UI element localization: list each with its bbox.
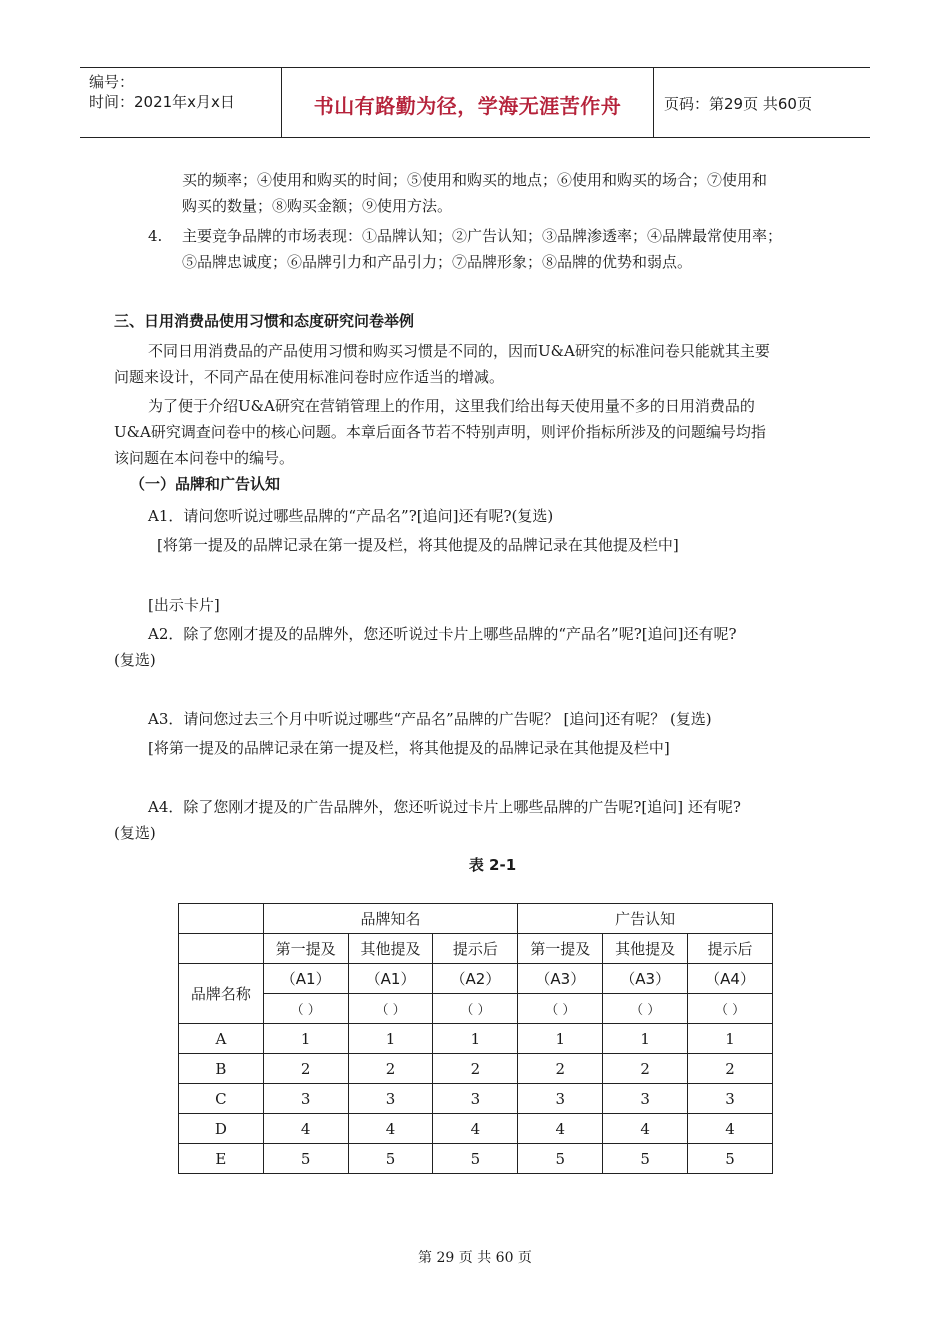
paragraph-line: 该问题在本问卷中的编号。 [114, 449, 295, 467]
value-cell: 3 [603, 1084, 688, 1114]
paren-cell: （ ） [348, 994, 433, 1024]
sub-header: 其他提及 [603, 934, 688, 964]
question-a2: A2．除了您刚才提及的品牌外，您还听说过卡片上哪些品牌的“产品名”呢?[追问]还有呢? [148, 625, 737, 643]
question-a3: A3．请问您过去三个月中听说过哪些“产品名”品牌的广告呢？ [追问]还有呢？ (复选) [148, 710, 712, 728]
brand-awareness-table [178, 903, 773, 1174]
question-a3-note: [将第一提及的品牌记录在第一提及栏，将其他提及的品牌记录在其他提及栏中] [148, 739, 670, 757]
question-code: （A2） [433, 964, 518, 994]
question-code: （A1） [263, 964, 348, 994]
table-empty-cell [179, 934, 264, 964]
value-cell: 2 [688, 1054, 773, 1084]
table-row [179, 1084, 773, 1114]
question-code: （A4） [688, 964, 773, 994]
value-cell: 2 [263, 1054, 348, 1084]
list-item-text: ⑤品牌忠诚度；⑥品牌引力和产品引力；⑦品牌形象；⑧品牌的优势和弱点。 [182, 253, 693, 271]
sub-header: 第一提及 [263, 934, 348, 964]
show-card-note: [出示卡片] [148, 596, 220, 614]
value-cell: 4 [688, 1114, 773, 1144]
value-cell: 1 [518, 1024, 603, 1054]
table-subheader-row [179, 934, 773, 964]
sub-header: 其他提及 [348, 934, 433, 964]
value-cell: 1 [348, 1024, 433, 1054]
brand-cell: C [179, 1084, 264, 1114]
table-code-row [179, 964, 773, 994]
group-header: 广告认知 [518, 904, 773, 934]
value-cell: 2 [348, 1054, 433, 1084]
document-number-label: 编号： [89, 73, 135, 91]
value-cell: 5 [348, 1144, 433, 1174]
subsection-heading: （一）品牌和广告认知 [130, 475, 281, 493]
value-cell: 5 [263, 1144, 348, 1174]
value-cell: 3 [518, 1084, 603, 1114]
question-a4-cont: (复选) [114, 824, 156, 842]
list-item-text: 主要竞争品牌的市场表现：①品牌认知；②广告认知；③品牌渗透率；④品牌最常使用率； [182, 227, 783, 245]
section-heading: 三、日用消费品使用习惯和态度研究问卷举例 [114, 312, 415, 330]
page-footer: 第 29 页 共 60 页 [418, 1250, 532, 1266]
brand-cell: D [179, 1114, 264, 1144]
value-cell: 1 [688, 1024, 773, 1054]
header-page-cell [654, 68, 870, 137]
paren-cell: （ ） [688, 994, 773, 1024]
header-motto-cell [282, 68, 654, 137]
paragraph-line: 问题来设计，不同产品在使用标准问卷时应作适当的增减。 [114, 368, 505, 386]
question-a1: A1．请问您听说过哪些品牌的“产品名”?[追问]还有呢?(复选) [148, 507, 554, 525]
value-cell: 2 [518, 1054, 603, 1084]
value-cell: 4 [263, 1114, 348, 1144]
value-cell: 5 [433, 1144, 518, 1174]
table-row [179, 1144, 773, 1174]
brand-cell: A [179, 1024, 264, 1054]
value-cell: 3 [688, 1084, 773, 1114]
paragraph-line: 为了便于介绍U&A研究在营销管理上的作用，这里我们给出每天使用量不多的日用消费品的 [148, 397, 755, 415]
page-header [80, 67, 870, 138]
row-header: 品牌名称 [179, 964, 264, 1024]
brand-cell: E [179, 1144, 264, 1174]
table-corner-cell [179, 904, 264, 934]
header-page-label: 页码：第29页 共60页 [664, 95, 812, 113]
table-row [179, 1024, 773, 1054]
value-cell: 2 [603, 1054, 688, 1084]
value-cell: 3 [433, 1084, 518, 1114]
body-line: 购买的数量；⑧购买金额；⑨使用方法。 [182, 197, 453, 215]
value-cell: 3 [263, 1084, 348, 1114]
value-cell: 1 [433, 1024, 518, 1054]
document-time-label: 时间：2021年x月x日 [89, 93, 235, 111]
value-cell: 2 [433, 1054, 518, 1084]
paragraph-line: 不同日用消费品的产品使用习惯和购买习惯是不同的，因而U&A研究的标准问卷只能就其主要 [148, 342, 770, 360]
header-info-cell [80, 68, 282, 137]
paragraph-line: U&A研究调查问卷中的核心问题。本章后面各节若不特别声明，则评价指标所涉及的问题编号均指 [114, 423, 766, 441]
group-header: 品牌知名 [263, 904, 518, 934]
value-cell: 4 [518, 1114, 603, 1144]
brand-cell: B [179, 1054, 264, 1084]
table-row [179, 1114, 773, 1144]
value-cell: 5 [518, 1144, 603, 1174]
paren-cell: （ ） [603, 994, 688, 1024]
sub-header: 提示后 [433, 934, 518, 964]
header-motto: 书山有路勤为径，学海无涯苦作舟 [313, 94, 622, 118]
table-paren-row [179, 994, 773, 1024]
value-cell: 1 [263, 1024, 348, 1054]
value-cell: 1 [603, 1024, 688, 1054]
value-cell: 3 [348, 1084, 433, 1114]
table-header-row [179, 904, 773, 934]
sub-header: 第一提及 [518, 934, 603, 964]
question-a2-cont: (复选) [114, 651, 156, 669]
value-cell: 4 [348, 1114, 433, 1144]
value-cell: 5 [688, 1144, 773, 1174]
table-row [179, 1054, 773, 1084]
question-code: （A3） [603, 964, 688, 994]
body-line: 买的频率；④使用和购买的时间；⑤使用和购买的地点；⑥使用和购买的场合；⑦使用和 [182, 171, 768, 189]
paren-cell: （ ） [518, 994, 603, 1024]
paren-cell: （ ） [433, 994, 518, 1024]
question-a1-note: [将第一提及的品牌记录在第一提及栏，将其他提及的品牌记录在其他提及栏中] [157, 536, 679, 554]
value-cell: 4 [433, 1114, 518, 1144]
question-code: （A1） [348, 964, 433, 994]
paren-cell: （ ） [263, 994, 348, 1024]
value-cell: 4 [603, 1114, 688, 1144]
question-code: （A3） [518, 964, 603, 994]
value-cell: 5 [603, 1144, 688, 1174]
sub-header: 提示后 [688, 934, 773, 964]
question-a4: A4．除了您刚才提及的广告品牌外，您还听说过卡片上哪些品牌的广告呢?[追问] 还有呢? [148, 798, 741, 816]
table-caption: 表 2-1 [468, 856, 517, 874]
list-item-number: 4. [148, 227, 163, 245]
